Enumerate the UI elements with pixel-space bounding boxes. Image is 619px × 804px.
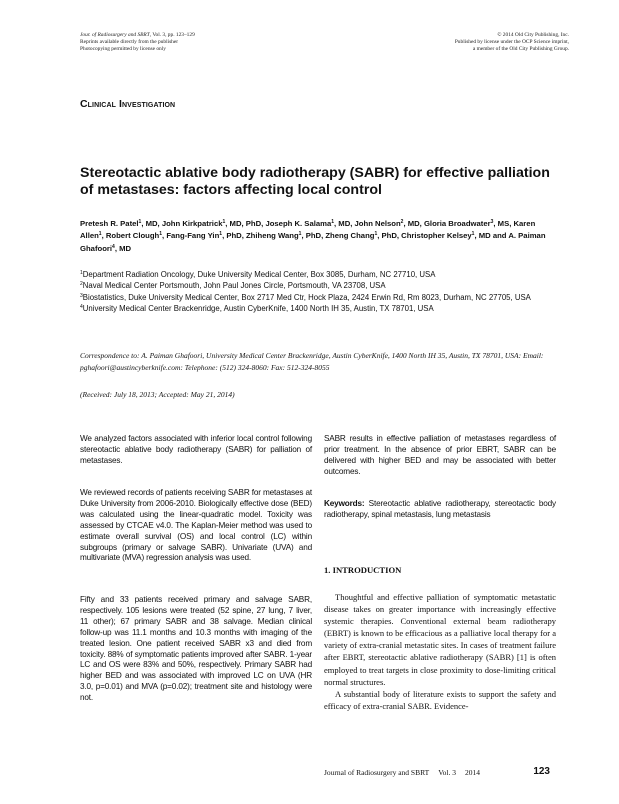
affiliation-text: University Medical Center Brackenridge, Austin CyberKnife, 1400 North IH 35, Austin, TX 78701, USA [82, 304, 434, 314]
introduction-heading: 1. INTRODUCTION [324, 565, 402, 575]
affiliation-item [80, 269, 560, 280]
author-name: Joseph K. Salama [265, 219, 332, 228]
author-name: Zhiheng Wang [245, 231, 299, 241]
photocopying-note: Photocopying permitted by license only [80, 46, 166, 53]
affiliation-marker: 1 [138, 219, 142, 225]
keywords-text: Stereotactic ablative radiotherapy, stereotactic body radiotherapy, spinal metastasis, lung metastasis [324, 499, 556, 519]
affiliation-marker: 1 [98, 231, 102, 238]
abstract-purpose: We analyzed factors associated with inferior local control following stereotactic ablative body radiotherapy (SABR) for palliation of metastases. [80, 434, 312, 465]
correspondence: Correspondence to: A. Paiman Ghafoori, University Medical Center Brackenridge, Austin CyberKnife, 1400 North IH 35, Austin, TX 78701, USA: Email: pghafoori@austincyberknife.com: Telephone: (512) 324-8060: Fax: 512-324-8055 [80, 351, 544, 372]
affiliation-number: 3 [80, 292, 83, 299]
page-number: 123 [533, 766, 550, 777]
author-name: Karen Allen [80, 219, 536, 241]
author-name: Christopher Kelsey [401, 231, 472, 241]
intro-paragraph: A substantial body of literature exists to support the safety and efficacy of extra-cranial SABR. Evidence- [324, 688, 556, 711]
running-header-left [80, 32, 195, 54]
affiliation-marker: 2 [400, 219, 404, 225]
publisher-group: a member of the Old City Publishing Group. [472, 46, 569, 53]
author-degree: , PhD, [222, 231, 246, 241]
author-degree: , MD, [403, 219, 424, 228]
author-degree: , PhD, [377, 231, 402, 241]
author-name: Zheng Chang [325, 231, 375, 241]
author-name: Fang-Fang Yin [166, 231, 220, 241]
keywords [324, 499, 556, 521]
affiliation-number: 4 [80, 304, 83, 311]
affiliation-item [80, 303, 560, 314]
affiliation-marker: 1 [159, 231, 163, 238]
footer-year: 2014 [465, 768, 481, 777]
author-degree: , MD, [141, 219, 162, 228]
affiliation-item [80, 292, 560, 303]
author-degree: , [101, 231, 106, 241]
author-degree: , MD and [474, 231, 509, 241]
affiliation-marker: 3 [490, 219, 494, 225]
affiliation-marker: 1 [298, 231, 302, 238]
abstract-conclusion: SABR results in effective palliation of metastases regardless of prior treatment. In the absence of prior EBRT, SABR can be delivered with higher BED and may be associated with better outcomes. [324, 434, 556, 476]
author-name: A. Paiman Ghafoori [80, 231, 546, 253]
affiliation-marker: 1 [222, 219, 226, 225]
page-footer [324, 768, 550, 777]
author-list [80, 218, 560, 255]
affiliation-marker: 4 [112, 243, 115, 250]
article-title: Stereotactic ablative body radiotherapy (SABR) for effective palliation of metastases: factors affecting local control [80, 165, 550, 198]
affiliation-marker: 1 [471, 231, 475, 238]
affiliation-text: Naval Medical Center Portsmouth, John Paul Jones Circle, Portsmouth, VA 23708, USA [82, 281, 386, 291]
author-degree: , MD, [334, 219, 355, 228]
author-name: Gloria Broadwater [423, 219, 491, 228]
affiliation-marker: 1 [219, 231, 223, 238]
author-name: John Nelson [354, 219, 401, 228]
author-degree: , MS, [493, 219, 514, 228]
affiliation-item [80, 280, 560, 291]
intro-paragraph: Thoughtful and effective palliation of symptomatic metastatic disease takes on greater importance with increasingly effective systemic therapies. Conventional external beam radiotherapy (EBRT) is known to be efficacious as a palliative local therapy for a variety of extra-cranial metastatic sites. In cases of treatment failure after EBRT, stereotactic ablative radiotherapy (SABR) [1] is often employed to treat targets in close proximity to dose-limiting critical normal structures. [324, 592, 556, 687]
author-degree: , MD [114, 243, 132, 253]
author-name: Pretesh R. Patel [80, 219, 139, 228]
author-name: John Kirkpatrick [161, 219, 223, 228]
running-header-right [455, 32, 569, 54]
author-degree: , [162, 231, 167, 241]
footer-volume: Vol. 3 [438, 768, 457, 777]
affiliation-text: Biostatistics, Duke University Medical Center, Box 2717 Med Ctr, Hock Plaza, 2424 Erwin Rd, Rm 8023, Durham, NC 27705, USA [82, 292, 531, 302]
affiliations [80, 269, 560, 315]
affiliation-marker: 1 [374, 231, 378, 238]
license-notice: Published by license under the OCP Science imprint, [454, 39, 569, 46]
received-accepted-dates: (Received: July 18, 2013; Accepted: May 21, 2014) [80, 390, 235, 399]
affiliation-number: 1 [80, 270, 83, 276]
author-degree: , MD, PhD, [225, 219, 266, 228]
footer-journal: Journal of Radiosurgery and SBRT [324, 768, 430, 777]
affiliation-marker: 1 [331, 219, 335, 225]
introduction-body [324, 591, 556, 712]
affiliation-text: Department Radiation Oncology, Duke University Medical Center, Box 3085, Durham, NC 27710, USA [82, 270, 436, 279]
affiliation-number: 2 [80, 281, 83, 288]
journal-citation: Jour. of Radiosurgery and SBRT, Vol. 3, pp. 123–129 [80, 32, 195, 38]
copyright-notice: © 2014 Old City Publishing, Inc. [497, 32, 569, 38]
author-degree: , PhD, [301, 231, 326, 241]
section-label: Clinical Investigation [80, 98, 176, 110]
keywords-label: Keywords: [324, 499, 365, 508]
author-name: Robert Clough [105, 231, 160, 241]
abstract-results: Fifty and 33 patients received primary and salvage SABR, respectively. 105 lesions were treated (52 spine, 27 lung, 7 liver, 11 other); 67 primary SABR and 38 salvage. Median clinical follow-up was 11.1 months and 10.3 months with imaging of the treated lesion. One patient received SABR x3 and died from toxicity. 88% of symptomatic patients improved after SABR. 1-year LC and OS were 83% and 50%, respectively. Primary SABR had higher BED and was associated with improved LC on UVA (HR 3.0, p=0.01) and MVA (p=0.02); treatment site and histology were not. [80, 595, 312, 703]
abstract-methods: We reviewed records of patients receiving SABR for metastases at Duke University from 2006-2010. Biologically effective dose (BED) was calculated using the linear-quadratic model. Toxicity was assessed by CTCAE v4.0. The Kaplan-Meier method was used to estimate overall survival (OS) and local control (LC) within subgroups (primary or salvage SABR). Univariate (UVA) and multivariate (MVA) regression analysis was used. [80, 488, 312, 563]
reprints-note: Reprints available directly from the publisher [80, 39, 179, 46]
